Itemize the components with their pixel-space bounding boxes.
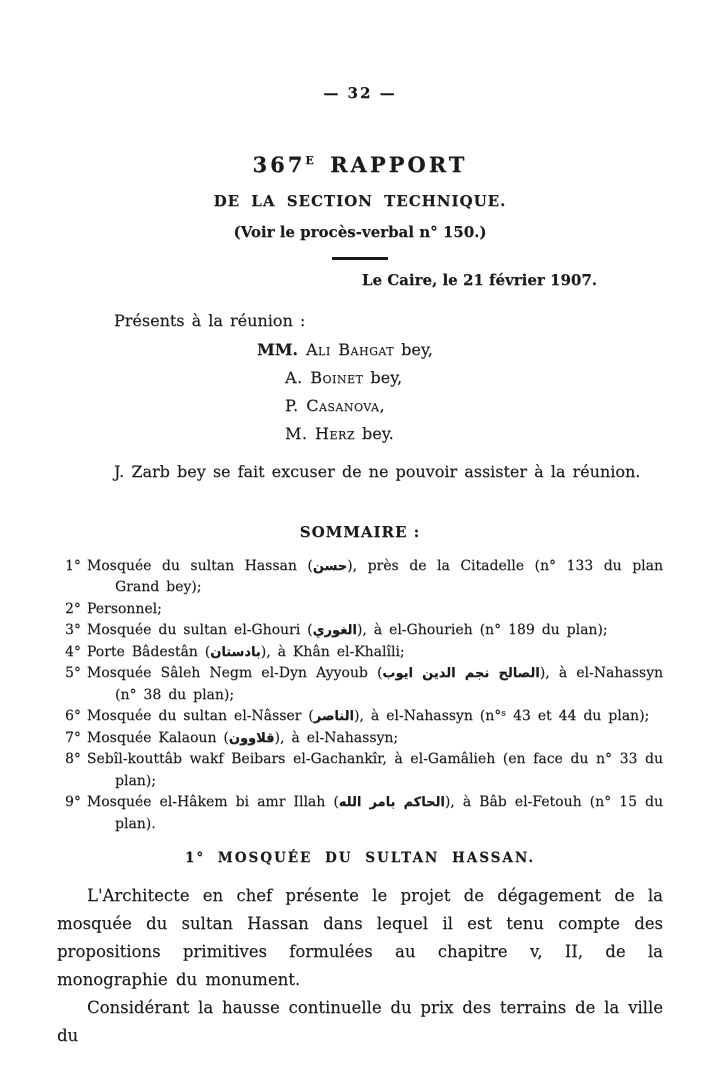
sommaire-item xyxy=(57,599,663,621)
item-text: ), à el-Nahassyn; xyxy=(274,729,399,746)
excuse-line: J. Zarb bey se fait excuser de ne pouvoir assister à la réunion. xyxy=(114,461,641,481)
sommaire-item xyxy=(57,792,663,835)
item-text: Mosquée du sultan el-Nâsser ( xyxy=(86,708,314,724)
page-number: — 32 — xyxy=(323,84,397,102)
body-paragraph: Considérant la hausse continuelle du prix des terrains de la ville du xyxy=(57,998,663,1045)
attendee-name: M. Herz xyxy=(285,423,355,443)
item-text: Mosquée du sultan Hassan ( xyxy=(86,557,313,574)
section-heading: 1° MOSQUÉE DU SULTAN HASSAN. xyxy=(184,850,536,866)
item-text: ), à Bâb el-Fetouh (n° 15 du plan). xyxy=(115,794,664,832)
item-arabic-text: الصالح نجم الدين ايوب xyxy=(382,666,540,681)
item-text: ), à el-Nahassyn (n°ˢ 43 et 44 du plan); xyxy=(353,708,650,724)
item-text: Mosquée Sâleh Negm el-Dyn Ayyoub ( xyxy=(86,665,383,681)
report-number: 367 xyxy=(252,152,306,177)
item-arabic-text: الغوري xyxy=(312,623,357,638)
attendee-row xyxy=(285,420,663,448)
item-arabic-text: قلاوون xyxy=(228,730,275,746)
sommaire-list xyxy=(57,556,663,836)
item-text: ), à el-Nahassyn (n° 38 du plan); xyxy=(115,665,663,703)
attendee-title: bey. xyxy=(354,423,394,443)
item-arabic-text: بادستان xyxy=(210,644,261,660)
report-word: RAPPORT xyxy=(330,152,468,177)
page-content xyxy=(57,0,663,1050)
report-title xyxy=(57,152,663,177)
sommaire-item xyxy=(57,642,663,664)
item-text: ), près de la Citadelle (n° 133 du plan Grand bey); xyxy=(115,557,664,595)
body-paragraph: L'Architecte en chef présente le projet de dégagement de la mosquée du sultan Hassan dans lequel il est tenu compte des propositions primitives formulées au chapitre v, II, de la monographie du monument. xyxy=(57,886,663,989)
dateline: Le Caire, le 21 février 1907. xyxy=(361,270,597,289)
sommaire-item xyxy=(57,556,663,599)
item-number: 9° xyxy=(65,794,81,810)
attendee-name: A. Boinet xyxy=(285,367,364,387)
attendance-intro: Présents à la réunion : xyxy=(114,310,306,330)
attendee-title: bey, xyxy=(363,367,403,387)
item-arabic-text: الحاكم بامر الله xyxy=(338,795,445,810)
item-number: 2° xyxy=(65,600,81,617)
item-text: Mosquée el-Hâkem bi amr Illah ( xyxy=(86,794,339,810)
sommaire-heading: SOMMAIRE : xyxy=(299,522,421,541)
item-text: Mosquée du sultan el-Ghouri ( xyxy=(86,622,313,638)
attendee-title: , xyxy=(379,395,385,415)
attendee-row xyxy=(285,392,663,420)
attendee-title: bey, xyxy=(394,339,433,359)
attendees-list xyxy=(57,336,663,448)
report-subtitle: DE LA SECTION TECHNIQUE. xyxy=(213,192,507,210)
report-ordinal-superscript: E xyxy=(305,154,314,167)
item-number: 6° xyxy=(65,708,81,724)
item-number: 7° xyxy=(65,729,81,746)
attendee-name: P. Casanova xyxy=(285,395,380,415)
body-text xyxy=(57,882,663,1050)
item-text: ), à Khân el-Khalîli; xyxy=(260,643,405,660)
item-number: 5° xyxy=(65,665,81,681)
item-number: 3° xyxy=(65,622,81,638)
item-text: Personnel; xyxy=(86,600,162,617)
attendee-row xyxy=(257,336,663,364)
attendee-row xyxy=(285,364,663,392)
sommaire-item xyxy=(57,620,663,642)
sommaire-item xyxy=(57,663,663,706)
sommaire-item xyxy=(57,749,663,792)
sommaire-item xyxy=(57,706,663,728)
item-number: 1° xyxy=(65,557,81,574)
attendee-name: Ali Bahgat xyxy=(306,339,395,359)
divider-rule xyxy=(332,257,388,260)
item-text: ), à el-Ghourieh (n° 189 du plan); xyxy=(356,622,608,638)
item-number: 8° xyxy=(65,751,81,767)
item-text: Mosquée Kalaoun ( xyxy=(86,729,229,746)
item-arabic-text: حسن xyxy=(312,558,348,574)
item-number: 4° xyxy=(65,643,81,660)
attendees-prefix: MM. xyxy=(257,339,298,359)
item-arabic-text: الناصر xyxy=(313,709,354,724)
item-text: Sebîl-kouttâb wakf Beibars el-Gachankîr, à el-Gamâlieh (en face du n° 33 du plan); xyxy=(86,751,663,789)
sommaire-item xyxy=(57,728,663,750)
item-text: Porte Bâdestân ( xyxy=(86,643,211,660)
report-note: (Voir le procès-verbal n° 150.) xyxy=(233,223,487,241)
